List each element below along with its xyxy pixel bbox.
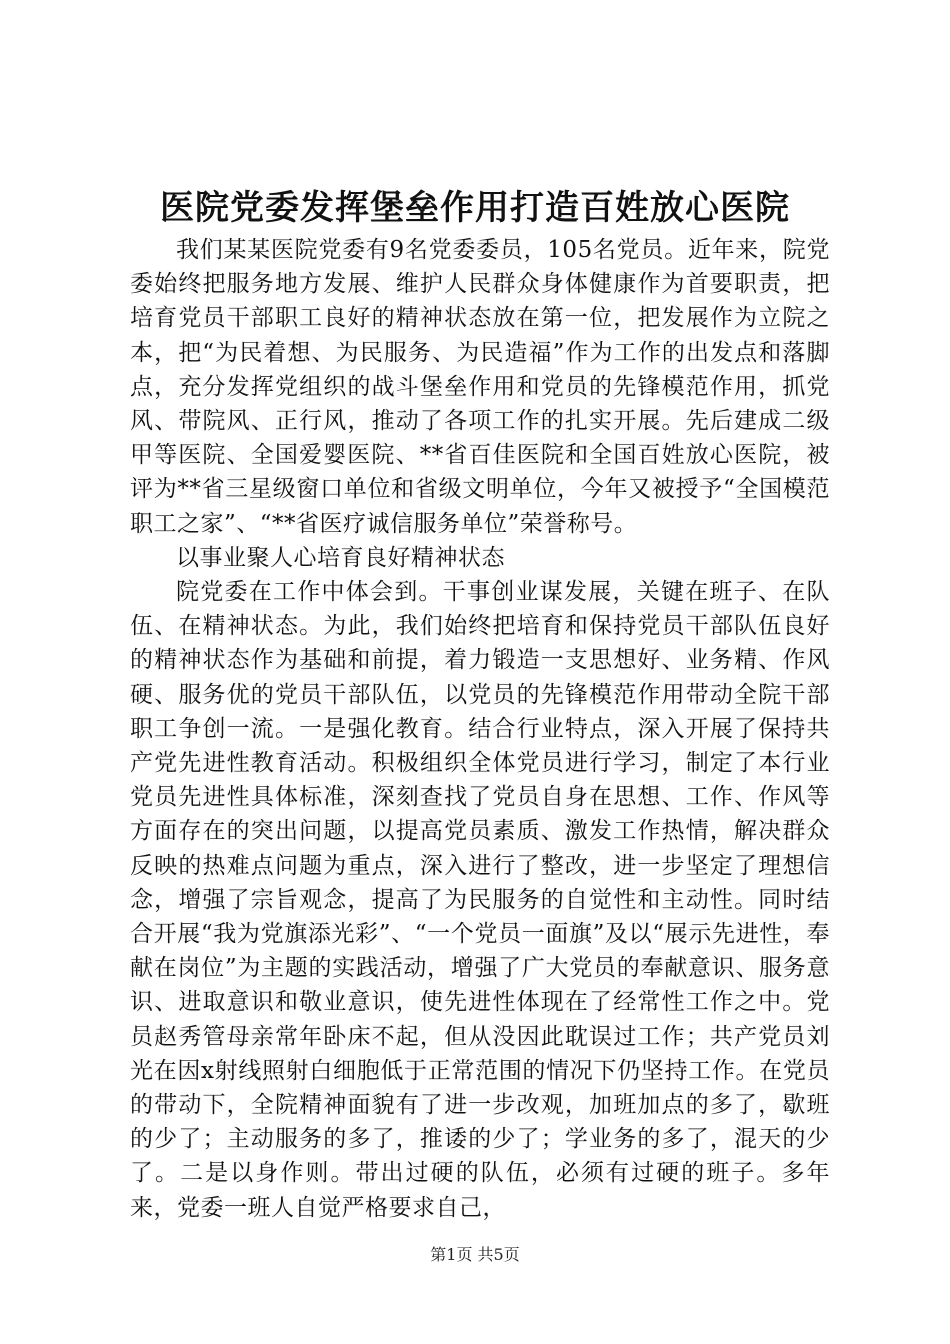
section-heading: 以事业聚人心培育良好精神状态 [176, 544, 505, 571]
page-footer [0, 1244, 950, 1266]
document-title: 医院党委发挥堡垒作用打造百姓放心医院 [160, 188, 790, 228]
document-body [130, 233, 830, 1225]
page-number-indicator: 第1页 共5页 [430, 1245, 520, 1264]
body-paragraph-intro: 我们某某医院党委有9名党委委员，105名党员。近年来，院党委始终把服务地方发展、维护人民群众身体健康作为首要职责，把培育党员干部职工良好的精神状态放在第一位，把发展作为立院之本，把“为民着想、为民服务、为民造福”作为工作的出发点和落脚点，充分发挥党组织的战斗堡垒作用和党员的先锋模范作用，抓党风、带院风、正行风，推动了各项工作的扎实开展。先后建成二级甲等医院、全国爱婴医院、**省百佳医院和全国百姓放心医院，被评为**省三星级窗口单位和省级文明单位，今年又被授予“全国模范职工之家”、“**省医疗诚信服务单位”荣誉称号。 [130, 237, 830, 537]
body-paragraph-section: 院党委在工作中体会到。干事创业谋发展，关键在班子、在队伍、在精神状态。为此，我们始终把培育和保持党员干部队伍良好的精神状态作为基础和前提，着力锻造一支思想好、业务精、作风硬、服务优的党员干部队伍，以党员的先锋模范作用带动全院干部职工争创一流。一是强化教育。结合行业特点，深入开展了保持共产党先进性教育活动。积极组织全体党员进行学习，制定了本行业党员先进性具体标准，深刻查找了党员自身在思想、工作、作风等方面存在的突出问题，以提高党员素质、激发工作热情，解决群众反映的热难点问题为重点，深入进行了整改，进一步坚定了理想信念，增强了宗旨观念，提高了为民服务的自觉性和主动性。同时结合开展“我为党旗添光彩”、“一个党员一面旗”及以“展示先进性，奉献在岗位”为主题的实践活动，增强了广大党员的奉献意识、服务意识、进取意识和敬业意识，使先进性体现在了经常性工作之中。党员赵秀管母亲常年卧床不起，但从没因此耽误过工作；共产党员刘光在因x射线照射白细胞低于正常范围的情况下仍坚持工作。在党员的带动下，全院精神面貌有了进一步改观，加班加点的多了，歇班的少了；主动服务的多了，推诿的少了；学业务的多了，混天的少了。二是以身作则。带出过硬的队伍，必须有过硬的班子。多年来，党委一班人自觉严格要求自己， [130, 579, 830, 1221]
